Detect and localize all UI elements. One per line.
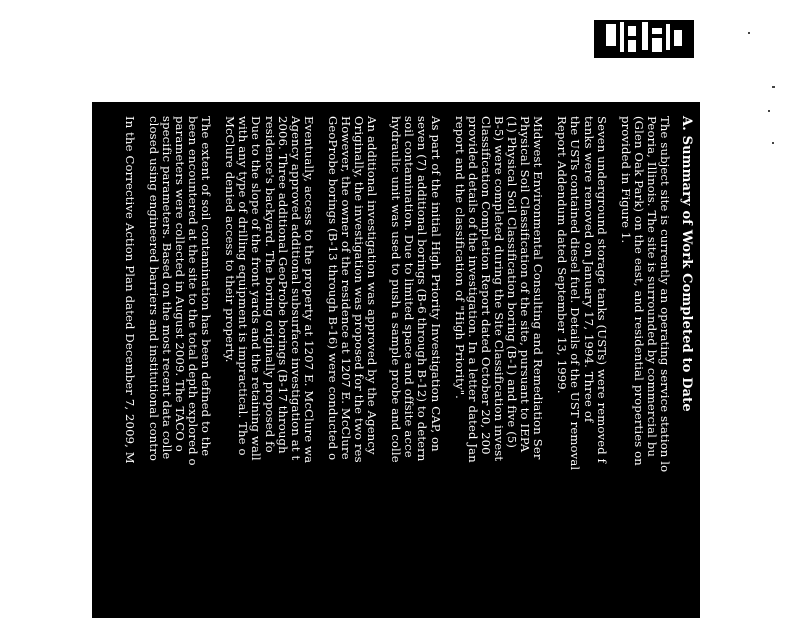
paragraph: [389, 116, 441, 618]
scanned-document-page: [92, 102, 700, 618]
scan-speck: [772, 142, 774, 144]
text-line: provided details of the investigation. In a letter dated Jan: [465, 116, 480, 463]
paragraph: [123, 116, 136, 618]
scan-speck: [768, 110, 770, 112]
text-line: Classification Completion Report dated October 20, 200: [478, 116, 493, 455]
text-line: Midwest Environmental Consulting and Remediation Ser: [531, 116, 546, 460]
text-line: tanks were removed on January 17, 1994. Three of: [581, 116, 596, 423]
text-line: Eventually, access to the property at 1207 E. McClure wa: [301, 116, 316, 464]
paragraph: [223, 116, 315, 618]
paragraph: [619, 116, 671, 618]
text-line: soil contamination. Due to limited space and offsite acce: [402, 116, 417, 458]
text-line: closed using engineered barriers and institutional contro: [146, 116, 161, 462]
paragraph: [326, 116, 378, 618]
text-line: The subject site is currently an operating service station lo: [658, 116, 672, 473]
text-line: parameters were collected in August 2009. The TACO o: [173, 116, 187, 452]
text-line: An additional investigation was approved by the Agency: [365, 116, 380, 455]
scan-stamp: [594, 20, 694, 58]
text-line: The extent of soil contamination has been defined to the: [199, 116, 214, 457]
text-line: Agency approved additional subsurface investigation at t: [288, 116, 303, 461]
scan-speck: [748, 32, 750, 34]
text-line: As part of the initial High Priority Investigation CAP, on: [428, 116, 443, 452]
paragraph: [453, 116, 545, 618]
text-line: However, the owner of the residence at 1207 E. McClure: [339, 116, 354, 460]
text-line: report and the classification of "High Priority".: [452, 116, 467, 400]
text-line: Physical Soil Classification of the site, pursuant to IEPA: [518, 116, 533, 453]
text-line: B-5) were completed during the Site Classification invest: [491, 116, 506, 462]
text-line: hydraulic unit was used to push a sample probe and colle: [389, 116, 404, 463]
text-line: specific parameters. Based on the most recent data colle: [159, 116, 174, 460]
text-line: In the Corrective Action Plan dated December 7, 2009, M: [122, 116, 137, 464]
section-heading: A. Summary of Work Completed to Date: [679, 116, 694, 412]
paragraph: [147, 116, 212, 618]
text-line: provided in Figure 1.: [618, 116, 633, 244]
text-line: Due to the slope of the front yards and the retaining wall: [249, 116, 264, 461]
text-line: (1) Physical Soil Classification boring (B-1) and five (5): [505, 116, 520, 449]
text-line: Originally, the investigation was proposed for the two res: [352, 116, 367, 463]
text-line: Seven underground storage tanks (USTs) were removed f: [594, 116, 609, 464]
text-line: Peoria, Illinois. The site is surrounded by commercial bu: [644, 116, 659, 458]
text-line: the USTs contained diesel fuel. Details of the UST removal: [568, 116, 583, 471]
text-line: GeoProbe borings (B-13 through B-16) were conducted o: [325, 116, 340, 461]
text-line: 2006. Three additional GeoProbe borings (B-17 through: [275, 116, 290, 454]
text-line: (Glen Oak Park) on the east, and residential properties on: [631, 116, 646, 466]
text-line: residence's backyard. The boring originally proposed fo: [262, 116, 277, 453]
scan-speck: [772, 86, 775, 88]
paragraph: [555, 116, 607, 618]
text-line: been encountered at the site to the total depth explored o: [186, 116, 201, 466]
rotated-text-block: [92, 102, 700, 618]
text-line: seven (7) additional borings (B-6 through B-12) to detern: [415, 116, 430, 462]
text-line: with any type of drilling equipment is impractical. The o: [236, 116, 251, 456]
text-line: Report Addendum dated September 13, 1999.: [555, 116, 570, 394]
text-line: McClure denied access to their property.: [223, 116, 238, 363]
